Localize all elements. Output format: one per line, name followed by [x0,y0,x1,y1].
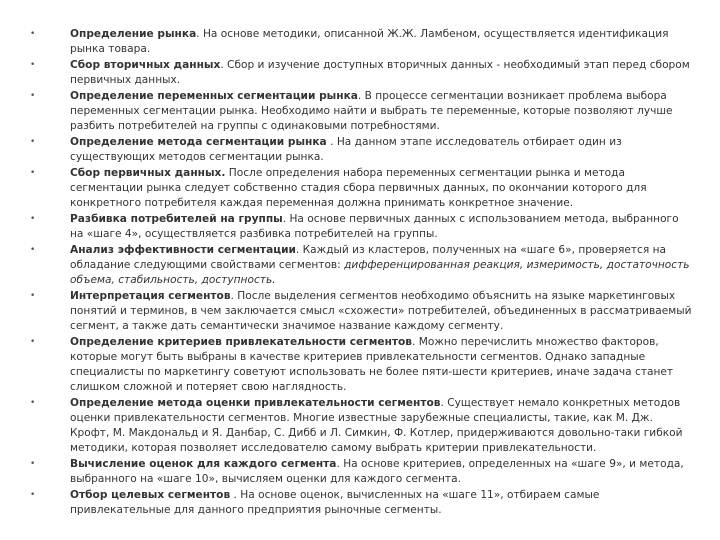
list-item [30,457,692,487]
item-text: . Существует немало конкретных методов оценки привлекательности сегментов. Многие известные зарубежные специалисты, такие, как М. Дж. Крофт, М. Макдональд и Я. Данбар, С. Дибб и Л. Симкин, Ф. Котлер, придерживаются довольно-таки гибкой методики, которая позволяет исследователю самому выбрать критерии привлекательности. [70,397,683,454]
list-item [30,166,692,211]
item-term: Интерпретация сегментов [70,290,231,302]
list-item [30,488,692,518]
item-text: . На основе методики, описанной Ж.Ж. Ламбеном, осуществляется идентификация рынка товара. [70,28,669,55]
item-emphasis: дифференцированная реакция, измеримость, достаточность объема, стабильность, доступность. [70,259,690,286]
list-item [30,243,692,288]
bullet-icon: • [30,137,36,147]
item-text: . Сбор и изучение доступных вторичных данных - необходимый этап перед сбором первичных данных. [70,59,690,86]
item-text: . На основе критериев, определенных на «шаге 9», и метода, выбранного на «шаге 10», вычисляем оценки для каждого сегмента. [70,458,684,485]
item-term: Разбивка потребителей на группы [70,213,283,225]
list-item [30,58,692,88]
list-item [30,135,692,165]
bullet-icon: • [30,60,36,70]
item-term: Сбор вторичных данных [70,59,221,71]
item-text: . В процессе сегментации возникает проблема выбора переменных сегментации рынка. Необходимо найти и выбрать те переменные, которые позволяют лучше разбить потребителей на группы с одинаковыми потребностями. [70,90,673,132]
item-text: . На основе оценок, вычисленных на «шаге 11», отбираем самые привлекательные для данного предприятия рыночные сегменты. [70,489,600,516]
item-text: После определения набора переменных сегментации рынка и метода сегментации рынка следует собственно стадия сбора первичных данных, по окончании которого для конкретного потребителя каждая переменная должна принимать конкретное значение. [70,167,647,209]
bullet-icon: • [30,91,36,101]
item-term: Определение рынка [70,28,197,40]
item-text: . Каждый из кластеров, полученных на «шаге 6», проверяется на обладание следующими свойствами сегментов: [70,244,666,271]
item-term: Анализ эффективности сегментации [70,244,296,256]
item-text: . После выделения сегментов необходимо объяснить на языке маркетинговых понятий и терминов, в чем заключается смысл «схожести» потребителей, объединенных в рассматриваемый сегмент, а также дать семантически значимое название каждому сегменту. [70,290,692,332]
list-item [30,289,692,334]
item-term: Определение метода оценки привлекательности сегментов [70,397,441,409]
item-term: Определение метода сегментации рынка [70,136,327,148]
bullet-icon: • [30,168,36,178]
item-text: . На основе первичных данных с использованием метода, выбранного на «шаге 4», осуществляется разбивка потребителей на группы. [70,213,679,240]
item-term: Вычисление оценок для каждого сегмента [70,458,337,470]
list-item [30,396,692,456]
bullet-icon: • [30,459,36,469]
list-item [30,212,692,242]
item-term: Сбор первичных данных. [70,167,226,179]
list-item [30,27,692,57]
bullet-icon: • [30,29,36,39]
bullet-icon: • [30,214,36,224]
item-term: Определение критериев привлекательности сегментов [70,336,413,348]
bullet-icon: • [30,398,36,408]
item-term: Определение переменных сегментации рынка [70,90,358,102]
bullet-icon: • [30,291,36,301]
list-item [30,89,692,134]
item-text: . Можно перечислить множество факторов, которые могут быть выбраны в качестве критериев привлекательности сегментов. Однако западные специалисты по маркетингу советуют использовать не более пяти-шести критериев, иначе задача станет слишком сложной и потеряет свою наглядность. [70,336,674,393]
bullet-icon: • [30,337,36,347]
item-text: . На данном этапе исследователь отбирает один из существующих методов сегментации рынка. [70,136,622,163]
item-term: Отбор целевых сегментов [70,489,231,501]
bullet-icon: • [30,490,36,500]
list-item [30,335,692,395]
bullet-icon: • [30,245,36,255]
segmentation-steps-list [30,27,692,519]
